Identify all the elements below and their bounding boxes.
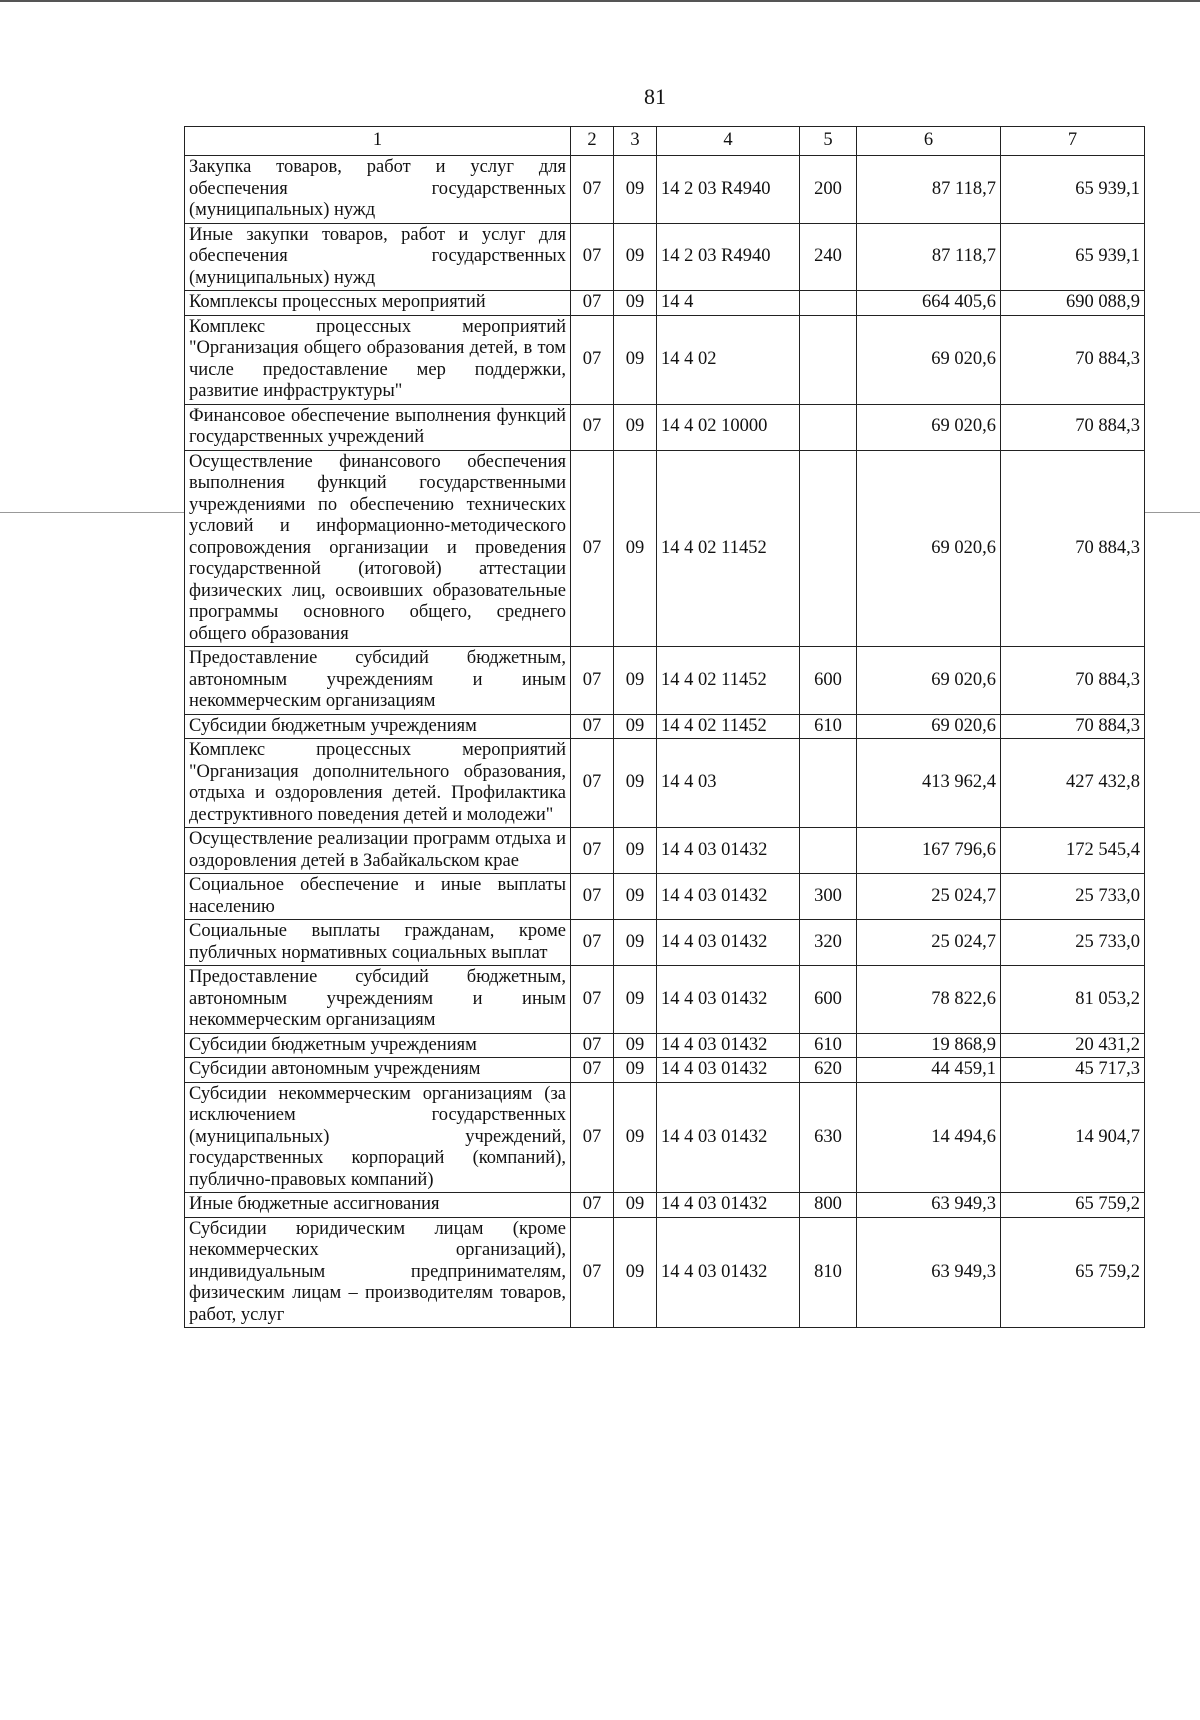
cell-amount-year-2: 70 884,3 bbox=[1001, 315, 1145, 404]
cell-name: Субсидии юридическим лицам (кроме некоммерческих организаций), индивидуальным предпринимателям, физическим лицам – производителям товаров, работ, услуг bbox=[185, 1217, 571, 1328]
cell-target-article: 14 4 03 01432 bbox=[657, 1193, 800, 1218]
cell-name: Иные бюджетные ассигнования bbox=[185, 1193, 571, 1218]
cell-expense-type bbox=[800, 739, 857, 828]
cell-expense-type: 610 bbox=[800, 714, 857, 739]
cell-subsection: 09 bbox=[614, 739, 657, 828]
cell-amount-year-1: 87 118,7 bbox=[857, 223, 1001, 291]
cell-expense-type: 600 bbox=[800, 647, 857, 715]
cell-amount-year-2: 20 431,2 bbox=[1001, 1033, 1145, 1058]
cell-amount-year-2: 65 759,2 bbox=[1001, 1217, 1145, 1328]
cell-expense-type: 800 bbox=[800, 1193, 857, 1218]
cell-name: Субсидии автономным учреждениям bbox=[185, 1058, 571, 1083]
budget-table bbox=[184, 126, 1145, 1328]
table-row bbox=[185, 1217, 1145, 1328]
cell-target-article: 14 4 bbox=[657, 291, 800, 316]
cell-expense-type bbox=[800, 828, 857, 874]
cell-section: 07 bbox=[571, 450, 614, 647]
cell-target-article: 14 4 03 01432 bbox=[657, 828, 800, 874]
cell-expense-type bbox=[800, 450, 857, 647]
table-body bbox=[185, 156, 1145, 1328]
scan-top-border bbox=[0, 0, 1200, 2]
table-row bbox=[185, 1082, 1145, 1193]
cell-amount-year-2: 427 432,8 bbox=[1001, 739, 1145, 828]
cell-name: Субсидии бюджетным учреждениям bbox=[185, 1033, 571, 1058]
cell-expense-type bbox=[800, 291, 857, 316]
cell-subsection: 09 bbox=[614, 1082, 657, 1193]
cell-section: 07 bbox=[571, 828, 614, 874]
cell-amount-year-2: 65 939,1 bbox=[1001, 223, 1145, 291]
cell-amount-year-1: 63 949,3 bbox=[857, 1193, 1001, 1218]
cell-subsection: 09 bbox=[614, 1033, 657, 1058]
cell-name: Социальные выплаты гражданам, кроме публичных нормативных социальных выплат bbox=[185, 920, 571, 966]
cell-expense-type: 600 bbox=[800, 966, 857, 1034]
table-row bbox=[185, 1058, 1145, 1083]
table-row bbox=[185, 874, 1145, 920]
cell-section: 07 bbox=[571, 223, 614, 291]
cell-target-article: 14 2 03 R4940 bbox=[657, 156, 800, 224]
table-row bbox=[185, 404, 1145, 450]
cell-subsection: 09 bbox=[614, 1193, 657, 1218]
cell-section: 07 bbox=[571, 874, 614, 920]
cell-expense-type: 240 bbox=[800, 223, 857, 291]
cell-name: Предоставление субсидий бюджетным, автономным учреждениям и иным некоммерческим организациям bbox=[185, 966, 571, 1034]
cell-subsection: 09 bbox=[614, 450, 657, 647]
table-row bbox=[185, 714, 1145, 739]
table-row bbox=[185, 1033, 1145, 1058]
cell-section: 07 bbox=[571, 1082, 614, 1193]
cell-name: Финансовое обеспечение выполнения функций государственных учреждений bbox=[185, 404, 571, 450]
cell-amount-year-1: 69 020,6 bbox=[857, 450, 1001, 647]
cell-subsection: 09 bbox=[614, 223, 657, 291]
page-number: 81 bbox=[644, 84, 666, 109]
cell-section: 07 bbox=[571, 920, 614, 966]
cell-name: Закупка товаров, работ и услуг для обеспечения государственных (муниципальных) нужд bbox=[185, 156, 571, 224]
cell-name: Комплекс процессных мероприятий "Организация общего образования детей, в том числе предоставление мер поддержки, развитие инфраструктуры" bbox=[185, 315, 571, 404]
cell-amount-year-1: 413 962,4 bbox=[857, 739, 1001, 828]
table-row bbox=[185, 828, 1145, 874]
cell-amount-year-2: 81 053,2 bbox=[1001, 966, 1145, 1034]
header-col-5: 5 bbox=[800, 127, 857, 156]
cell-section: 07 bbox=[571, 1058, 614, 1083]
cell-amount-year-2: 70 884,3 bbox=[1001, 714, 1145, 739]
cell-amount-year-2: 70 884,3 bbox=[1001, 647, 1145, 715]
table-row bbox=[185, 1193, 1145, 1218]
cell-expense-type: 610 bbox=[800, 1033, 857, 1058]
cell-subsection: 09 bbox=[614, 920, 657, 966]
cell-target-article: 14 4 02 11452 bbox=[657, 714, 800, 739]
cell-target-article: 14 2 03 R4940 bbox=[657, 223, 800, 291]
cell-amount-year-2: 65 759,2 bbox=[1001, 1193, 1145, 1218]
table-row bbox=[185, 223, 1145, 291]
cell-expense-type bbox=[800, 315, 857, 404]
cell-amount-year-1: 664 405,6 bbox=[857, 291, 1001, 316]
cell-expense-type: 620 bbox=[800, 1058, 857, 1083]
cell-name: Субсидии бюджетным учреждениям bbox=[185, 714, 571, 739]
cell-target-article: 14 4 03 01432 bbox=[657, 1033, 800, 1058]
cell-expense-type: 300 bbox=[800, 874, 857, 920]
cell-expense-type: 320 bbox=[800, 920, 857, 966]
cell-section: 07 bbox=[571, 156, 614, 224]
cell-amount-year-1: 19 868,9 bbox=[857, 1033, 1001, 1058]
cell-amount-year-1: 63 949,3 bbox=[857, 1217, 1001, 1328]
cell-section: 07 bbox=[571, 714, 614, 739]
cell-amount-year-1: 69 020,6 bbox=[857, 404, 1001, 450]
cell-amount-year-2: 14 904,7 bbox=[1001, 1082, 1145, 1193]
cell-target-article: 14 4 02 11452 bbox=[657, 647, 800, 715]
table-row bbox=[185, 450, 1145, 647]
cell-amount-year-1: 167 796,6 bbox=[857, 828, 1001, 874]
cell-amount-year-2: 690 088,9 bbox=[1001, 291, 1145, 316]
cell-amount-year-1: 78 822,6 bbox=[857, 966, 1001, 1034]
cell-section: 07 bbox=[571, 1033, 614, 1058]
cell-subsection: 09 bbox=[614, 714, 657, 739]
cell-subsection: 09 bbox=[614, 966, 657, 1034]
cell-expense-type: 810 bbox=[800, 1217, 857, 1328]
cell-target-article: 14 4 02 10000 bbox=[657, 404, 800, 450]
cell-expense-type bbox=[800, 404, 857, 450]
cell-amount-year-1: 44 459,1 bbox=[857, 1058, 1001, 1083]
header-col-6: 6 bbox=[857, 127, 1001, 156]
cell-target-article: 14 4 03 01432 bbox=[657, 920, 800, 966]
cell-subsection: 09 bbox=[614, 404, 657, 450]
header-col-7: 7 bbox=[1001, 127, 1145, 156]
cell-amount-year-1: 14 494,6 bbox=[857, 1082, 1001, 1193]
table-row bbox=[185, 647, 1145, 715]
header-col-2: 2 bbox=[571, 127, 614, 156]
header-col-3: 3 bbox=[614, 127, 657, 156]
cell-section: 07 bbox=[571, 739, 614, 828]
cell-subsection: 09 bbox=[614, 647, 657, 715]
cell-target-article: 14 4 03 01432 bbox=[657, 1082, 800, 1193]
cell-name: Социальное обеспечение и иные выплаты населению bbox=[185, 874, 571, 920]
cell-amount-year-1: 69 020,6 bbox=[857, 647, 1001, 715]
cell-subsection: 09 bbox=[614, 1217, 657, 1328]
header-col-1: 1 bbox=[185, 127, 571, 156]
cell-amount-year-2: 25 733,0 bbox=[1001, 920, 1145, 966]
cell-subsection: 09 bbox=[614, 291, 657, 316]
cell-section: 07 bbox=[571, 291, 614, 316]
table-row bbox=[185, 739, 1145, 828]
cell-name: Осуществление финансового обеспечения выполнения функций государственными учреждениями по обеспечению технических условий и информационно-методического сопровождения организации и проведения государственной (итоговой) аттестации физических лиц, освоивших образовательные программы основного общего, среднего общего образования bbox=[185, 450, 571, 647]
cell-section: 07 bbox=[571, 647, 614, 715]
cell-amount-year-2: 45 717,3 bbox=[1001, 1058, 1145, 1083]
cell-amount-year-2: 172 545,4 bbox=[1001, 828, 1145, 874]
cell-name: Осуществление реализации программ отдыха и оздоровления детей в Забайкальском крае bbox=[185, 828, 571, 874]
cell-name: Субсидии некоммерческим организациям (за исключением государственных (муниципальных) учреждений, государственных корпораций (компаний), публично-правовых компаний) bbox=[185, 1082, 571, 1193]
cell-amount-year-2: 65 939,1 bbox=[1001, 156, 1145, 224]
cell-name: Иные закупки товаров, работ и услуг для обеспечения государственных (муниципальных) нужд bbox=[185, 223, 571, 291]
table-header-row bbox=[185, 127, 1145, 156]
cell-subsection: 09 bbox=[614, 1058, 657, 1083]
cell-section: 07 bbox=[571, 966, 614, 1034]
cell-amount-year-2: 70 884,3 bbox=[1001, 404, 1145, 450]
cell-target-article: 14 4 03 01432 bbox=[657, 1217, 800, 1328]
scan-artifact-line-right bbox=[1144, 512, 1200, 513]
cell-section: 07 bbox=[571, 404, 614, 450]
cell-name: Комплексы процессных мероприятий bbox=[185, 291, 571, 316]
cell-target-article: 14 4 03 01432 bbox=[657, 1058, 800, 1083]
cell-subsection: 09 bbox=[614, 315, 657, 404]
table-row bbox=[185, 156, 1145, 224]
cell-subsection: 09 bbox=[614, 156, 657, 224]
cell-amount-year-1: 69 020,6 bbox=[857, 315, 1001, 404]
cell-target-article: 14 4 03 bbox=[657, 739, 800, 828]
cell-target-article: 14 4 03 01432 bbox=[657, 966, 800, 1034]
cell-section: 07 bbox=[571, 1193, 614, 1218]
table-row bbox=[185, 966, 1145, 1034]
table-row bbox=[185, 291, 1145, 316]
cell-amount-year-1: 87 118,7 bbox=[857, 156, 1001, 224]
cell-subsection: 09 bbox=[614, 874, 657, 920]
cell-subsection: 09 bbox=[614, 828, 657, 874]
cell-amount-year-1: 25 024,7 bbox=[857, 920, 1001, 966]
cell-target-article: 14 4 02 11452 bbox=[657, 450, 800, 647]
cell-expense-type: 630 bbox=[800, 1082, 857, 1193]
cell-target-article: 14 4 02 bbox=[657, 315, 800, 404]
cell-amount-year-2: 25 733,0 bbox=[1001, 874, 1145, 920]
table-row bbox=[185, 920, 1145, 966]
cell-amount-year-1: 69 020,6 bbox=[857, 714, 1001, 739]
cell-amount-year-1: 25 024,7 bbox=[857, 874, 1001, 920]
table-row bbox=[185, 315, 1145, 404]
cell-section: 07 bbox=[571, 315, 614, 404]
cell-section: 07 bbox=[571, 1217, 614, 1328]
cell-target-article: 14 4 03 01432 bbox=[657, 874, 800, 920]
cell-expense-type: 200 bbox=[800, 156, 857, 224]
cell-name: Комплекс процессных мероприятий "Организация дополнительного образования, отдыха и оздоровления детей. Профилактика деструктивного поведения детей и молодежи" bbox=[185, 739, 571, 828]
cell-name: Предоставление субсидий бюджетным, автономным учреждениям и иным некоммерческим организациям bbox=[185, 647, 571, 715]
header-col-4: 4 bbox=[657, 127, 800, 156]
cell-amount-year-2: 70 884,3 bbox=[1001, 450, 1145, 647]
scan-artifact-line-left bbox=[0, 512, 184, 513]
